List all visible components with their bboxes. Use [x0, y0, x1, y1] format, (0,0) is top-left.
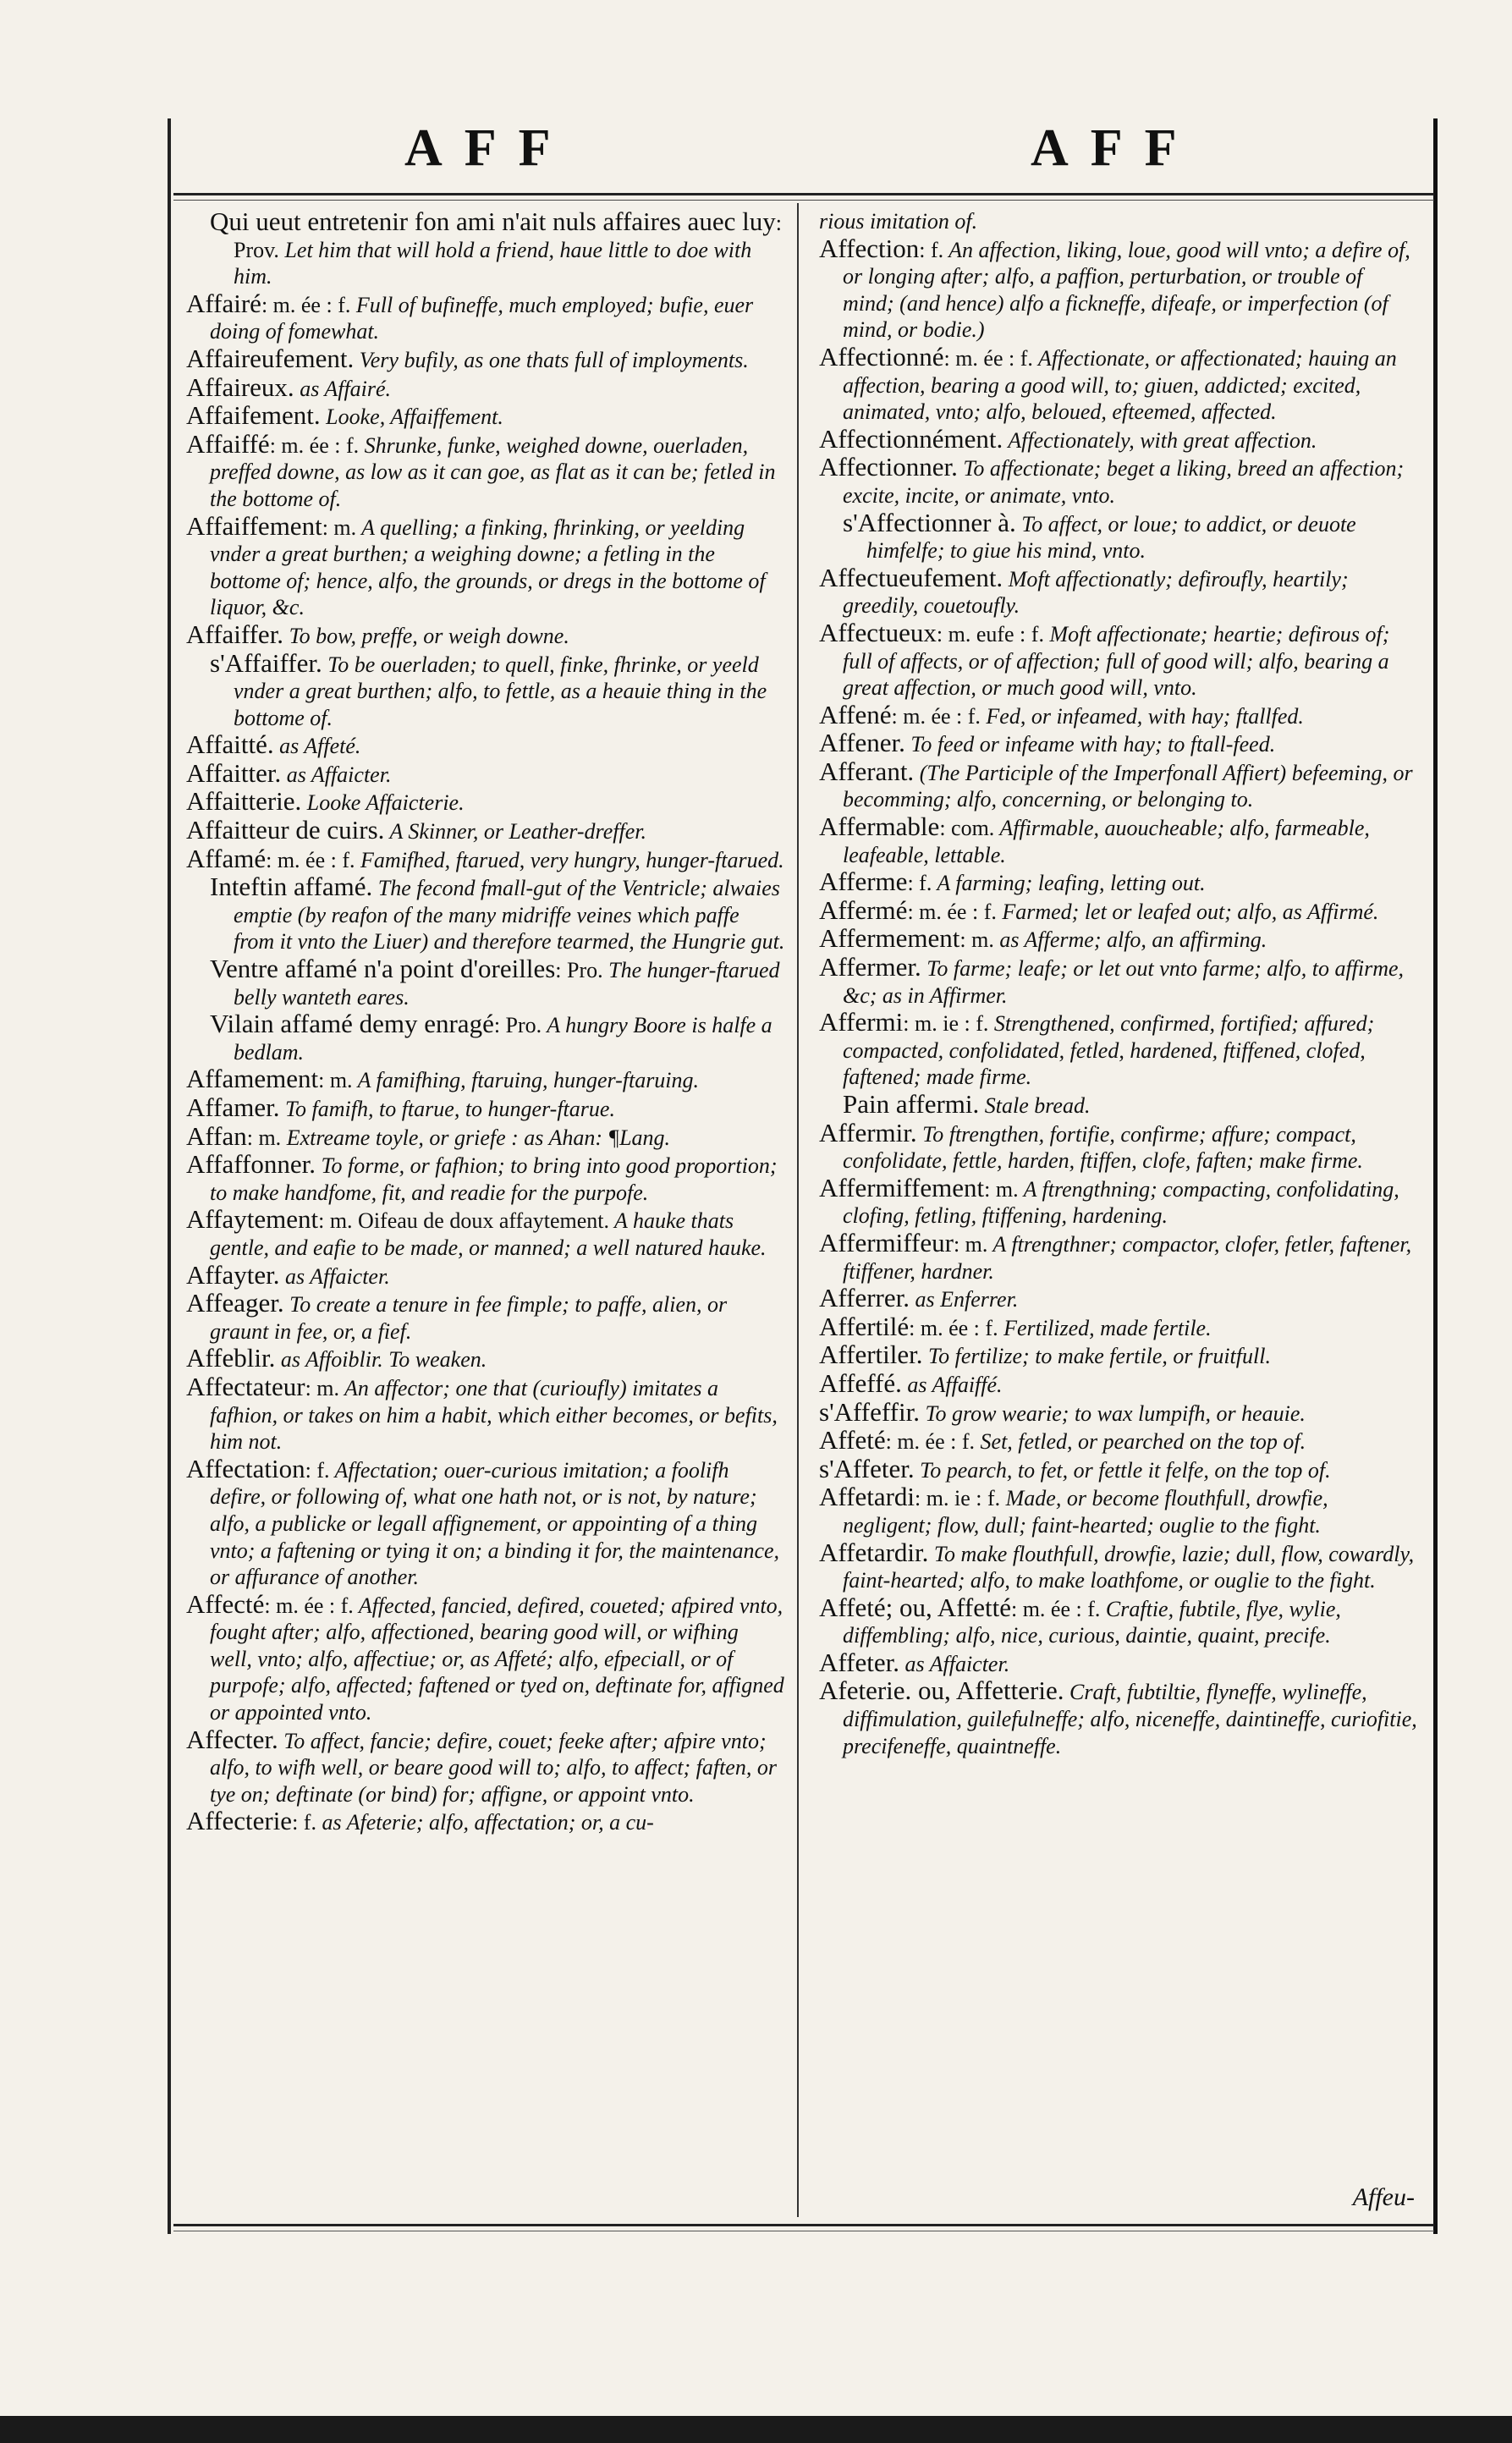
entry-headword: Affaitteur de cuirs. — [186, 815, 385, 845]
dictionary-entry — [819, 1483, 1418, 1538]
entry-headword: Affectionné — [819, 341, 944, 371]
entry-grammar: : m. ée : f. — [261, 292, 351, 317]
dictionary-entry — [819, 423, 1418, 454]
scan-edge-band — [0, 2416, 1512, 2443]
dictionary-entry — [819, 1594, 1418, 1649]
entry-headword: Affamé — [186, 843, 267, 873]
entry-gloss: Fed, or infeamed, with hay; ftallfed. — [980, 703, 1304, 729]
entry-headword: Pain affermi. — [843, 1089, 980, 1119]
entry-grammar: : f. — [907, 871, 932, 896]
running-head-right: AFF — [1031, 119, 1199, 177]
dictionary-entry — [819, 1367, 1418, 1399]
entry-grammar: : m. — [959, 927, 994, 953]
entry-gloss: An affector; one that (curioufly) imitates a fafhion, or takes on him a habit, which either becomes, or befits, him not. — [210, 1375, 778, 1455]
entry-headword: Affaitté. — [186, 729, 274, 760]
entry-gloss: as Affoiblir. To weaken. — [275, 1347, 487, 1373]
catchword: Affeu- — [1352, 2183, 1415, 2211]
entry-gloss: A quelling; a finking, fhrinking, or yeelding vnder a great burthen; a weighing downe; a fetling in the bottome of; hence, alfo, the grounds, or dregs in the bottome of liquor, &c. — [210, 514, 766, 620]
dictionary-entry — [819, 1539, 1418, 1594]
dictionary-entry — [186, 1206, 785, 1261]
entry-headword: Affairé — [186, 288, 261, 318]
entry-grammar: : m. ée : f. — [266, 847, 355, 872]
entry-headword: Affectateur — [186, 1371, 305, 1401]
entry-headword: Affecterie — [186, 1806, 293, 1836]
entry-gloss: A ftrengthner; compactor, clofer, fetler, faftener, ftiffener, hardner. — [843, 1231, 1412, 1284]
entry-gloss: A hauke thats gentle, and eafie to be made, or manned; a well natured hauke. — [210, 1208, 767, 1260]
dictionary-entry — [819, 729, 1418, 758]
entry-headword: s'Affaiffer. — [210, 647, 322, 678]
entry-gloss: A farming; leafing, letting out. — [932, 871, 1206, 896]
entry-gloss: Affectation; ouer-curious imitation; a foolifh defire, or following of, what one hath not, or is not, by nature; alfo, a publicke or legall affignement, or appointing of a thing vnto; a faftening or tying it on; a binding it for, the maintenance, or affurance of another. — [210, 1457, 780, 1590]
entry-gloss: as Afferme; alfo, an affirming. — [993, 927, 1267, 953]
entry-gloss: To pearch, to fet, or fettle it felfe, on the top of. — [914, 1457, 1331, 1483]
entry-grammar: : m. ée : f. — [891, 703, 981, 729]
entry-grammar: : com. — [939, 816, 995, 841]
entry-gloss: as Affaiffé. — [901, 1372, 1003, 1397]
entry-headword: Affetardir. — [819, 1537, 929, 1567]
entry-gloss: as Affaicter. — [899, 1651, 1010, 1676]
entry-headword: Ventre affamé n'a point d'oreilles — [210, 954, 556, 984]
entry-grammar: : m. ée : f. — [907, 899, 997, 924]
entry-headword: Affectionnément. — [819, 423, 1003, 454]
entry-headword: Affetardi — [819, 1482, 915, 1512]
dictionary-entry — [186, 1120, 785, 1152]
entry-headword: Affaytement — [186, 1204, 319, 1235]
entry-headword: Affan — [186, 1120, 247, 1151]
entry-grammar: : m. ée : f. — [1010, 1596, 1101, 1621]
entry-gloss: To affect, or loue; to addict, or deuote himfelfe; to giue his mind, vnto. — [866, 511, 1356, 564]
entry-headword: Affectueux — [819, 617, 937, 647]
entry-headword: Affermiffeur — [819, 1227, 954, 1257]
entry-gloss: To create a tenure in fee fimple; to paffe, alien, or graunt in fee, or, a fief. — [210, 1292, 728, 1344]
entry-gloss: To forme, or fafhion; to bring into good proportion; to make handfome, fit, and readie for the purpofe. — [210, 1153, 778, 1205]
dictionary-entry — [819, 1009, 1418, 1091]
entry-grammar: : m. — [246, 1125, 282, 1150]
entry-gloss: Farmed; let or leafed out; alfo, as Affirmé. — [996, 899, 1379, 924]
entry-gloss: Moft affectionatly; defiroufly, heartily; greedily, couetoufly. — [843, 566, 1349, 619]
dictionary-entry — [186, 873, 785, 955]
entry-headword: Affection — [819, 233, 920, 263]
entry-headword: Affaiffement — [186, 510, 322, 541]
entry-gloss: To be ouerladen; to quell, finke, fhrinke, or yeeld vnder a great burthen; alfo, to fettle, as a heauie thing in the bottome of. — [234, 652, 767, 730]
entry-gloss: A ftrengthning; compacting, confolidating, clofing, fetling, ftiffening, hardening. — [843, 1176, 1399, 1229]
entry-gloss: Fertilized, made fertile. — [998, 1315, 1212, 1340]
dictionary-entry — [819, 925, 1418, 954]
entry-grammar: : m. ée : f. — [264, 1593, 354, 1618]
dictionary-entry — [186, 1373, 785, 1455]
entry-headword: Inteftin affamé. — [210, 872, 373, 902]
entry-headword: Affayter. — [186, 1259, 280, 1290]
entry-headword: Affermi — [819, 1007, 904, 1037]
entry-headword: Afferrer. — [819, 1283, 910, 1313]
dictionary-entry — [186, 371, 785, 403]
dictionary-entry — [186, 1094, 785, 1123]
entry-headword: Affectation — [186, 1453, 305, 1483]
entry-grammar: : m. ie : f. — [915, 1486, 1001, 1511]
entry-grammar: : m. ée : f. — [885, 1429, 976, 1455]
dictionary-entry — [819, 868, 1418, 897]
entry-gloss: Affectionately, with great affection. — [1003, 427, 1317, 453]
entry-headword: Afferant. — [819, 756, 915, 786]
entry-gloss: Very bufily, as one thats full of imployments. — [354, 347, 749, 372]
entry-headword: Affecter. — [186, 1724, 278, 1754]
entry-gloss: (The Participle of the Imperfonall Affiert) befeeming, or becomming; alfo, concerning, or belonging to. — [843, 760, 1413, 812]
entry-headword: Affectueufement. — [819, 562, 1003, 592]
entry-headword: Affermir. — [819, 1117, 917, 1147]
dictionary-entry — [186, 1010, 785, 1065]
dictionary-entry — [186, 1290, 785, 1345]
dictionary-entry — [819, 813, 1418, 868]
entry-gloss: A famifhing, ftaruing, hunger-ftaruing. — [352, 1068, 700, 1093]
entry-gloss: To make flouthfull, drowfie, lazie; dull, flow, cowardly, faint-hearted; alfo, to make loathfome, or ouglie to the fight. — [843, 1541, 1415, 1593]
entry-headword: Affectionner. — [819, 452, 958, 482]
header-rule — [173, 193, 1434, 195]
entry-gloss: Affirmable, auoucheable; alfo, farmeable, leafeable, lettable. — [843, 816, 1370, 867]
entry-headword: Affaiffé — [186, 428, 270, 459]
entry-headword: Affermé — [819, 894, 908, 925]
entry-gloss: To affectionate; beget a liking, breed an affection; excite, incite, or animate, vnto. — [843, 456, 1405, 508]
column-divider — [797, 203, 799, 2217]
dictionary-entry — [819, 1649, 1418, 1678]
entry-grammar: : m. Oifeau de doux affaytement. — [318, 1208, 609, 1234]
entry-grammar: : m. eufe : f. — [936, 621, 1044, 647]
entry-headword: Affecté — [186, 1588, 265, 1619]
dictionary-entry — [186, 621, 785, 650]
right-column — [819, 208, 1418, 1759]
entry-headword: Affermer. — [819, 952, 921, 982]
dictionary-entry — [819, 894, 1418, 926]
dictionary-entry — [186, 208, 785, 290]
entry-gloss: The hunger-ftarued belly wanteth eares. — [234, 958, 780, 1010]
dictionary-entry — [819, 509, 1418, 564]
dictionary-entry — [186, 1345, 785, 1373]
dictionary-entry — [186, 402, 785, 431]
entry-headword: Affermable — [819, 812, 940, 842]
entry-grammar: : f. — [919, 237, 944, 262]
entry-grammar: : m. — [318, 1068, 353, 1093]
entry-grammar: : m. — [305, 1375, 340, 1400]
entry-headword: Affaifement. — [186, 400, 321, 431]
dictionary-entry — [819, 564, 1418, 619]
entry-gloss: Moft affectionate; heartie; defirous of; full of affects, or of affection; full of good will; alfo, bearing a great affection, or much good will, vnto. — [843, 621, 1390, 701]
entry-headword: Affeté — [819, 1425, 886, 1455]
entry-headword: Affaffonner. — [186, 1149, 316, 1180]
entry-gloss: To grow wearie; to wax lumpifh, or heauie. — [919, 1400, 1306, 1426]
entry-gloss: To fertilize; to make fertile, or fruitfull. — [922, 1344, 1271, 1369]
dictionary-entry — [186, 345, 785, 374]
entry-gloss: Let him that will hold a friend, haue little to doe with him. — [234, 237, 752, 289]
entry-grammar: : m. ie : f. — [903, 1011, 989, 1037]
dictionary-entry — [819, 1091, 1418, 1120]
entry-gloss: as Affaicter. — [279, 1263, 390, 1289]
dictionary-entry — [186, 647, 785, 732]
dictionary-entry — [819, 1227, 1418, 1285]
entry-gloss: Extreame toyle, or griefe : as Ahan: ¶Lang. — [281, 1125, 671, 1150]
entry-grammar: : Pro. — [555, 958, 603, 983]
dictionary-entry — [186, 290, 785, 345]
entry-grammar: : f. — [292, 1810, 316, 1835]
dictionary-entry — [819, 758, 1418, 813]
dictionary-entry — [819, 619, 1418, 702]
entry-gloss: Craft, fubtiltie, flyneffe, wylineffe, diffimulation, guilefulneffe; alfo, niceneffe, daintineffe, curiofitie, precifeneffe, quaintneffe. — [843, 1680, 1417, 1758]
entry-gloss: Affected, fancied, defired, coueted; afpired vnto, fought after; alfo, affectioned, bearing good will, or wifhing well, vnto; alfo, affectiue; or, as Affeté; alfo, efpeciall, or of purpofe; alfo, affected; faftened or tyed on, deftinate for, affigned or appointed vnto. — [210, 1593, 784, 1725]
entry-gloss: To ftrengthen, fortifie, confirme; affure; compact, confolidate, fettle, harden, ftiffen, clofe, faften; make firme. — [843, 1121, 1363, 1174]
entry-gloss: Craftie, fubtile, flye, wylie, diffembling; alfo, nice, curious, daintie, quaint, precife. — [843, 1596, 1341, 1648]
entry-gloss: To farme; leafe; or let out vnto farme; alfo, to affirme, &c; as in Affirmer. — [843, 956, 1405, 1008]
dictionary-entry — [186, 1807, 785, 1836]
header-rule-thin — [173, 200, 1434, 201]
left-column — [186, 208, 785, 1836]
dictionary-entry — [819, 454, 1418, 509]
dictionary-entry — [819, 1172, 1418, 1230]
entry-headword: Afeterie. ou, Affetterie. — [819, 1675, 1064, 1706]
entry-gloss: A Skinner, or Leather-dreffer. — [384, 819, 646, 845]
dictionary-entry — [186, 955, 785, 1010]
entry-grammar: : m. — [322, 514, 357, 540]
entry-gloss: Shrunke, funke, weighed downe, ouerladen, preffed downe, as low as it can goe, as flat as it can be; fetled in the bottome of. — [210, 432, 776, 511]
dictionary-entry — [819, 1285, 1418, 1313]
entry-gloss: as Affaicter. — [281, 762, 392, 787]
dictionary-entry — [186, 1588, 785, 1726]
dictionary-entry — [819, 341, 1418, 426]
entry-grammar: : m. ée : f. — [943, 345, 1033, 371]
entry-headword: Qui ueut entretenir fon ami n'ait nuls affaires auec luy — [210, 206, 776, 236]
entry-gloss: Affectionate, or affectionated; hauing an affection, bearing a good will, to; giuen, addicted; excited, animated, vnto; alfo, beloued, efteemed, affected. — [843, 345, 1397, 425]
dictionary-entry — [819, 954, 1418, 1009]
entry-gloss: Made, or become flouthfull, drowfie, negligent; flow, dull; faint-hearted; ouglie to the fight. — [843, 1486, 1328, 1538]
dictionary-entry — [819, 1455, 1418, 1484]
dictionary-entry — [186, 845, 785, 874]
dictionary-entry — [819, 208, 1418, 235]
dictionary-entry — [819, 1396, 1418, 1428]
dictionary-entry — [186, 817, 785, 845]
entry-gloss: as Affairé. — [294, 376, 392, 401]
dictionary-entry — [186, 1726, 785, 1808]
dictionary-entry — [186, 757, 785, 789]
entry-grammar: : f. — [305, 1457, 330, 1483]
dictionary-entry — [819, 1341, 1418, 1370]
entry-gloss: as Affeté. — [273, 734, 361, 759]
dictionary-entry — [186, 510, 785, 621]
entry-grammar: : m. ée : f. — [269, 432, 360, 458]
entry-headword: Affaireux. — [186, 371, 294, 402]
entry-headword: s'Affeter. — [819, 1453, 915, 1483]
dictionary-entry — [186, 731, 785, 760]
entry-gloss: Set, fetled, or pearched on the top of. — [975, 1429, 1306, 1455]
dictionary-entry — [186, 1065, 785, 1094]
entry-headword: Affamer. — [186, 1092, 280, 1122]
left-border-rule — [168, 118, 171, 2234]
entry-gloss: Looke Affaicterie. — [301, 790, 465, 816]
entry-headword: Affeffé. — [819, 1367, 902, 1398]
entry-headword: Affené — [819, 699, 892, 729]
entry-gloss: Strengthened, confirmed, fortified; affured; compacted, confolidated, fetled, hardened, ftiffened, clofed, faftened; made firme. — [843, 1011, 1375, 1090]
entry-grammar: : Prov. — [234, 211, 782, 262]
entry-gloss: To bow, preffe, or weigh downe. — [283, 623, 569, 648]
entry-headword: Affertiler. — [819, 1340, 923, 1370]
entry-gloss: Famifhed, ftarued, very hungry, hunger-ftarued. — [355, 847, 784, 872]
entry-grammar: : m. ée : f. — [909, 1315, 998, 1340]
entry-gloss: as Afeterie; alfo, affectation; or, a cu- — [316, 1810, 654, 1835]
dictionary-entry — [819, 235, 1418, 344]
entry-gloss: as Enferrer. — [910, 1287, 1019, 1312]
entry-grammar: : m. — [984, 1176, 1019, 1202]
entry-headword: Affaiffer. — [186, 619, 284, 649]
entry-headword: s'Affeffir. — [819, 1396, 920, 1427]
entry-gloss: Stale bread. — [979, 1093, 1091, 1118]
footer-rule — [173, 2224, 1434, 2226]
entry-gloss: rious imitation of. — [819, 209, 978, 234]
entry-headword: Affeager. — [186, 1288, 284, 1318]
dictionary-entry — [186, 1455, 785, 1591]
entry-headword: Affeblir. — [186, 1343, 276, 1373]
entry-gloss: A hungry Boore is halfe a bedlam. — [234, 1013, 772, 1065]
entry-headword: Affeté; ou, Affetté — [819, 1592, 1011, 1622]
dictionary-entry — [819, 699, 1418, 730]
entry-gloss: To feed or infeame with hay; to ftall-feed. — [904, 732, 1276, 757]
entry-gloss: An affection, liking, loue, good will vnto; a defire of, or longing after; alfo, a paffion, perturbation, or trouble of mind; (and hence) alfo a fickneffe, difeafe, or imperfection (of mind, or bodie.) — [843, 237, 1410, 343]
dictionary-entry — [186, 1151, 785, 1206]
entry-gloss: To affect, fancie; defire, couet; feeke after; afpire vnto; alfo, to wifh well, or beare good will to; alfo, to affect; faften, or tye on; deftinate (or bind) for; affigne, or appoint vnto. — [210, 1728, 777, 1807]
running-head-left: AFF — [404, 119, 573, 177]
entry-gloss: Full of bufineffe, much employed; bufie, euer doing of fomewhat. — [210, 292, 754, 344]
entry-headword: Affaitterie. — [186, 786, 302, 817]
entry-gloss: Looke, Affaiffement. — [320, 404, 503, 430]
dictionary-entry — [819, 1677, 1418, 1759]
dictionary-entry — [819, 1313, 1418, 1342]
entry-headword: Affeter. — [819, 1647, 899, 1677]
entry-headword: Afferme — [819, 867, 908, 897]
entry-headword: Affermiffement — [819, 1172, 985, 1202]
entry-grammar: : Pro. — [493, 1013, 542, 1038]
entry-headword: Affermement — [819, 923, 960, 954]
right-border-rule — [1433, 118, 1438, 2234]
entry-headword: Affaitter. — [186, 757, 282, 788]
entry-gloss: The fecond fmall-gut of the Ventricle; alwaies emptie (by reafon of the many midriffe veines which paffe from it vnto the Liuer) and therefore tearmed, the Hungrie gut. — [234, 876, 785, 955]
dictionary-entry — [186, 428, 785, 513]
dictionary-entry — [819, 1427, 1418, 1455]
entry-grammar: : m. — [953, 1231, 988, 1257]
entry-headword: Affener. — [819, 728, 905, 758]
entry-headword: Affaireufement. — [186, 343, 355, 373]
dictionary-entry — [819, 1117, 1418, 1175]
entry-headword: s'Affectionner à. — [843, 507, 1016, 537]
entry-headword: Affamement — [186, 1064, 319, 1094]
entry-gloss: To famifh, to ftarue, to hunger-ftarue. — [279, 1097, 615, 1121]
dictionary-entry — [186, 788, 785, 817]
dictionary-entry — [186, 1259, 785, 1290]
entry-headword: Vilain affamé demy enragé — [210, 1009, 494, 1039]
entry-headword: Affertilé — [819, 1311, 910, 1341]
